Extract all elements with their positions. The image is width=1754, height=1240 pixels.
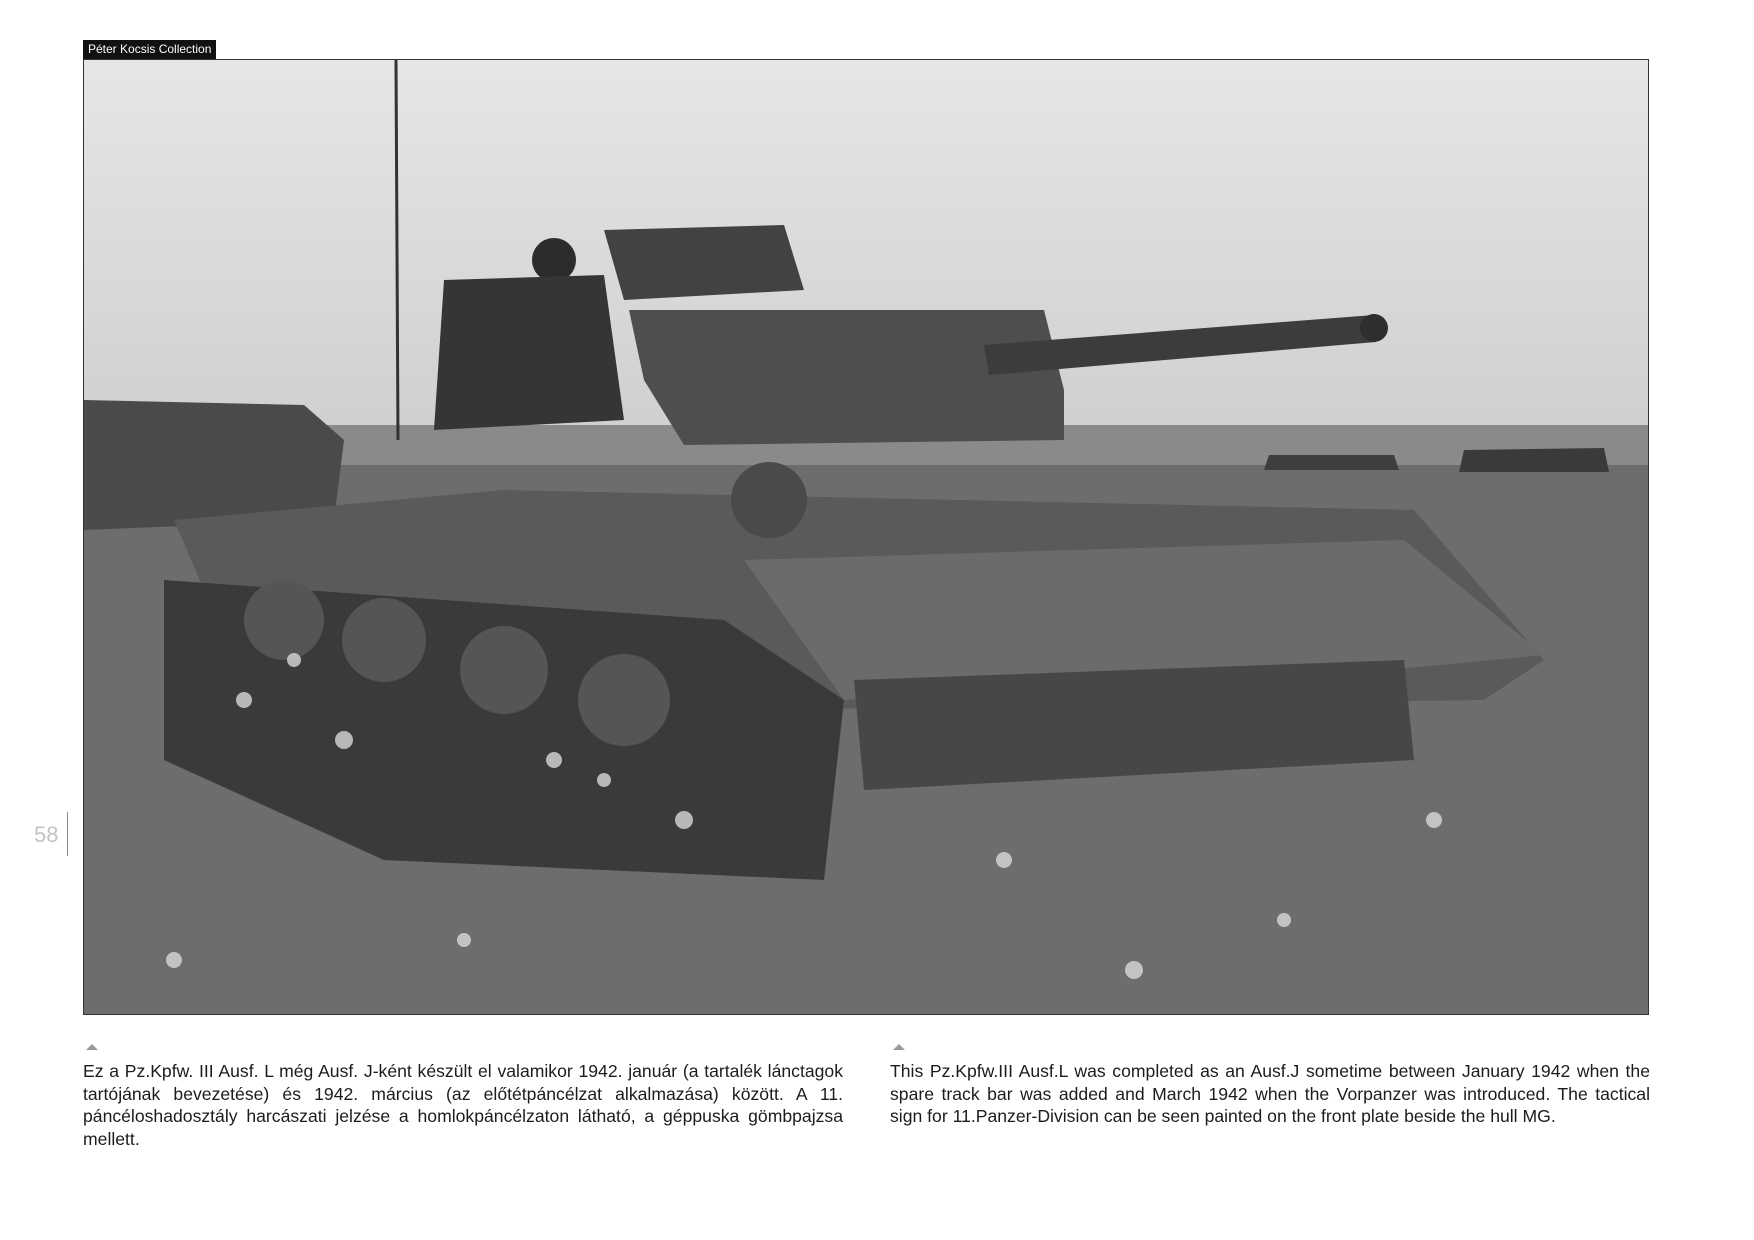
page-number-rule [67,812,68,856]
caption-marker-icon [893,1044,905,1050]
tank-photograph [83,59,1649,1015]
page-number: 58 [34,822,59,847]
caption-english: This Pz.Kpfw.III Ausf.L was completed as an Ausf.J sometime between January 1942 when the spare track bar was added and March 1942 when the Vorpanzer was introduced. The tactical sign for 11.Panzer-Division can be seen painted on the front plate beside the hull MG. [890,1061,1650,1126]
photo-credit: Péter Kocsis Collection [83,40,216,59]
tank-illustration [84,60,1649,1015]
caption-hungarian: Ez a Pz.Kpfw. III Ausf. L még Ausf. J-ként készült el valamikor 1942. január (a tartalék lánctagok tartójának bevezetése) és 1942. március (az előtétpáncélzat alkalmazása) között. A 11. páncéloshadosztály harcászati jelzése a homlokpáncélzaton látható, a géppuska gömbpajzsa mellett. [83,1061,843,1149]
caption-marker-icon [86,1044,98,1050]
